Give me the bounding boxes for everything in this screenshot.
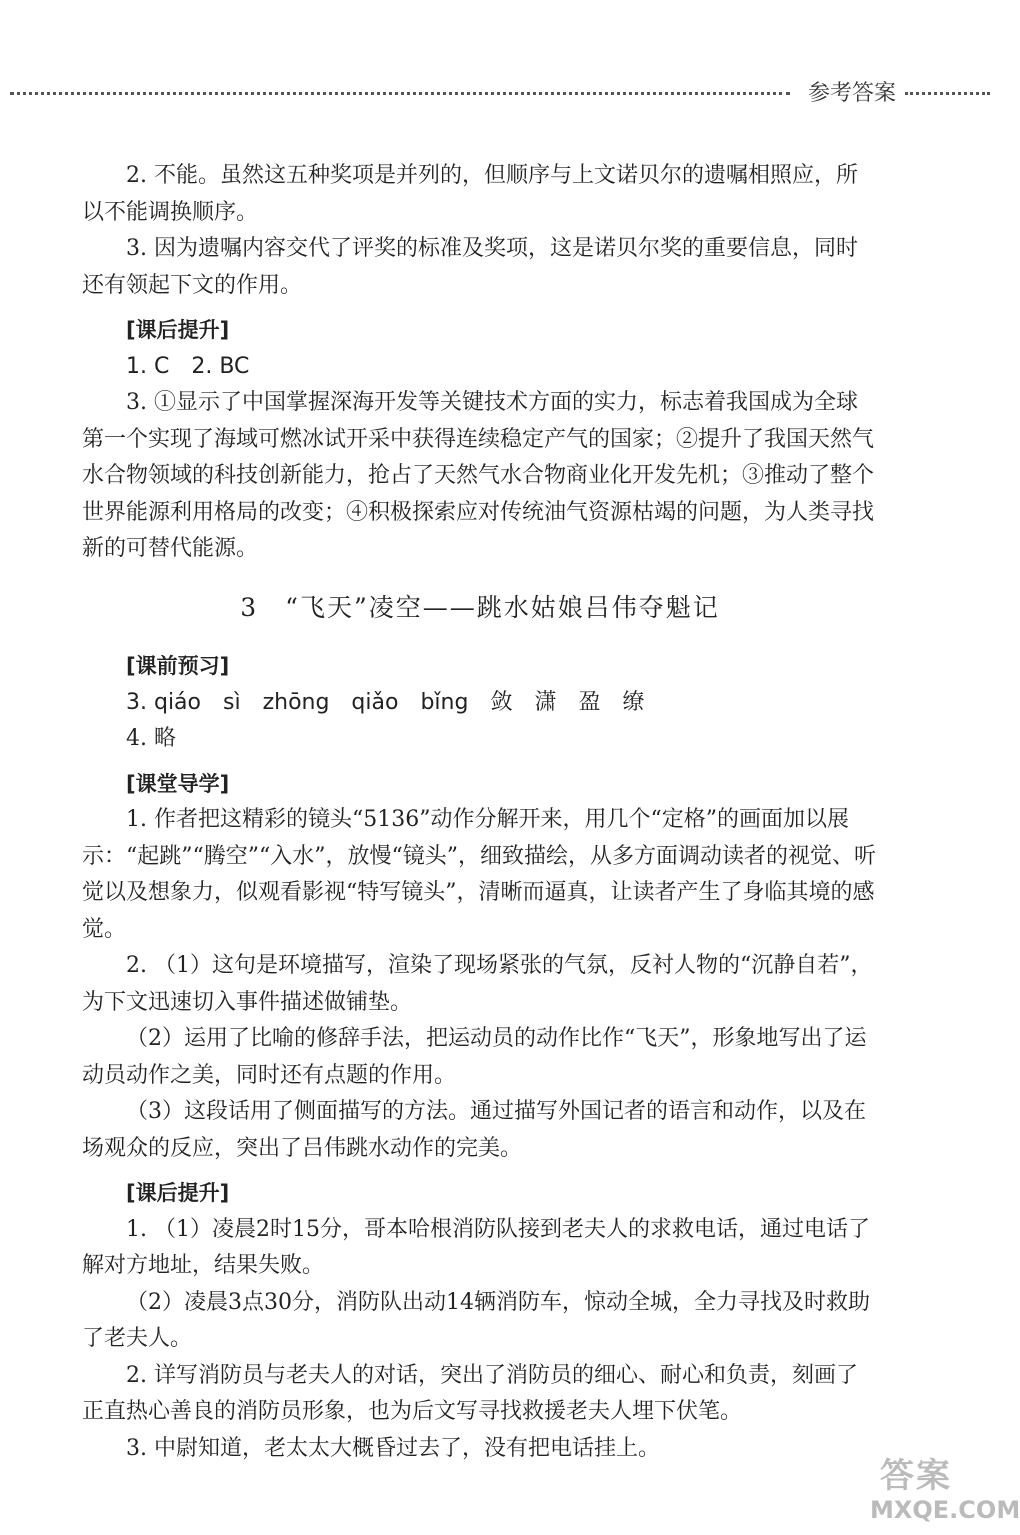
section-heading-after-class: [课后提升]	[126, 318, 230, 342]
answer-paragraph: 2. （1）这句是环境描写，渲染了现场紧张的气氛，反衬人物的“沉静自若”，为下文迅速切入事件描述做铺垫。	[82, 953, 873, 1015]
answer-line: 4. 略	[126, 726, 176, 751]
watermark-site-text: MXQE.COM	[870, 1496, 1020, 1524]
header-title: 参考答案	[808, 81, 897, 106]
section-heading-in-class: [课堂导学]	[126, 771, 230, 796]
section-heading-preview: [课前预习]	[126, 654, 230, 678]
watermark-logo-text: 答案	[880, 1456, 952, 1496]
pinyin-answer-line: 3. qiáo sì zhōng qiǎo bǐng 敛 潇 盈 缭	[126, 689, 645, 715]
section-heading-after-class-2: [课后提升]	[126, 1181, 230, 1205]
answer-paragraph: 3. 中尉知道，老太太大概昏过去了，没有把电话挂上。	[126, 1435, 660, 1461]
answer-paragraph: （2）运用了比喻的修辞手法，把运动员的动作比作“飞天”，形象地写出了运动员动作之美，同时还有点题的作用。	[82, 1026, 867, 1088]
answer-paragraph: 2. 详写消防员与老夫人的对话，突出了消防员的细心、耐心和负责，刻画了正直热心善良的消防员形象，也为后文写寻找救援老夫人埋下伏笔。	[82, 1362, 858, 1424]
answer-choice-line: 1. C 2. BC	[126, 353, 250, 379]
page-header	[0, 72, 1000, 112]
answer-paragraph: 3. 因为遗嘱内容交代了评奖的标准及奖项，这是诺贝尔奖的重要信息，同时还有领起下文的作用。	[82, 236, 858, 298]
answer-paragraph: （2）凌晨3点30分，消防队出动14辆消防车，惊动全城，全力寻找及时救助了老夫人。	[82, 1289, 870, 1351]
answer-paragraph: （3）这段话用了侧面描写的方法。通过描写外国记者的语言和动作，以及在场观众的反应，突出了吕伟跳水动作的完美。	[82, 1099, 866, 1161]
header-dotted-rule-right	[905, 92, 990, 95]
answer-content	[82, 158, 878, 1467]
site-watermark	[870, 1448, 1020, 1530]
chapter-title: 3 “飞天”凌空——跳水姑娘吕伟夺魁记	[240, 592, 720, 622]
answer-paragraph: 3. ①显示了中国掌握深海开发等关键技术方面的实力，标志着我国成为全球第一个实现了海域可燃冰试开采中获得连续稳定产气的国家；②提升了我国天然气水合物领域的科技创新能力，抢占了天然气水合物商业化开发先机；③推动了整个世界能源利用格局的改变；④积极探索应对传统油气资源枯竭的问题，为人类寻找新的可替代能源。	[82, 390, 875, 561]
answer-paragraph: 1. 作者把这精彩的镜头“5136”动作分解开来，用几个“定格”的画面加以展示：“起跳”“腾空”“入水”，放慢“镜头”，细致描绘，从多方面调动读者的视觉、听觉以及想象力，似观看影视“特写镜头”，清晰而逼真，让读者产生了身临其境的感觉。	[82, 807, 876, 942]
answer-paragraph: 1. （1）凌晨2时15分，哥本哈根消防队接到老夫人的求救电话，通过电话了解对方地址，结果失败。	[82, 1216, 870, 1278]
answer-paragraph: 2. 不能。虽然这五种奖项是并列的，但顺序与上文诺贝尔的遗嘱相照应，所以不能调换顺序。	[82, 163, 858, 225]
header-dotted-rule-left	[10, 92, 790, 95]
